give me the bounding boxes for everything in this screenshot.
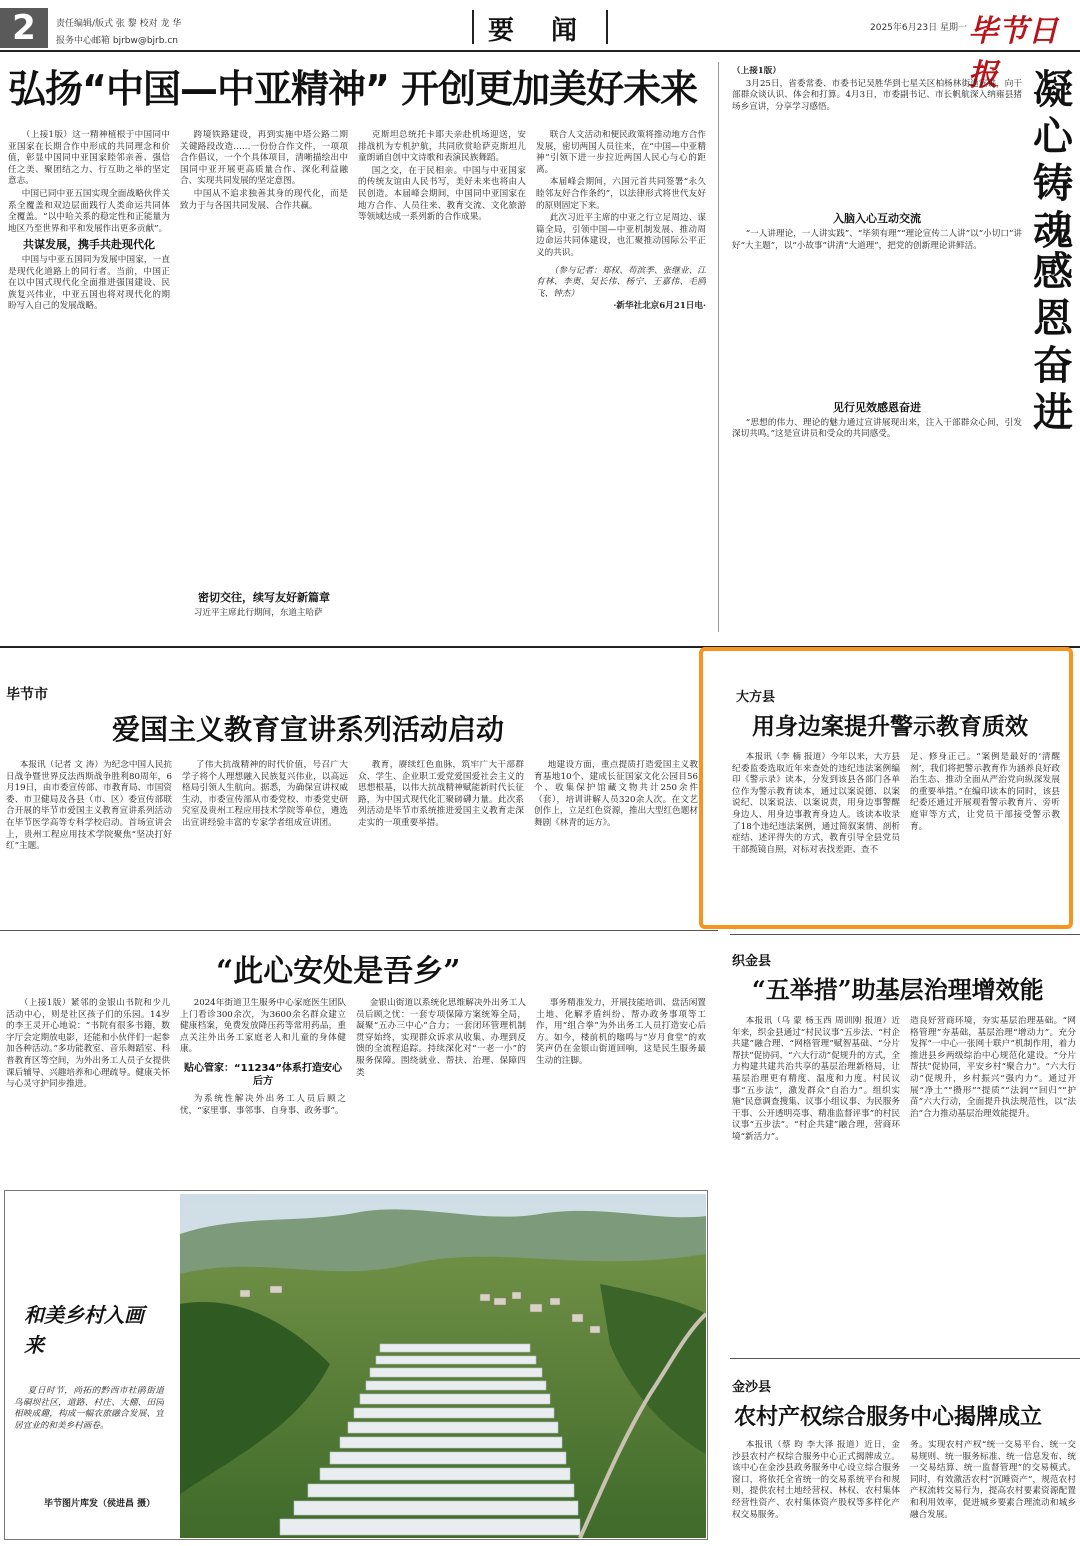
page-number-box bbox=[0, 8, 48, 48]
zhijin-column-1: 本报讯（乌 蒙 杨玉西 周训刚 报道）近年来，织金县通过“村民议事”五步法、“村企共建”融合理、“网格管理”赋智基础、“分片帮扶”促协同、“六大行动”促规升的方式，全力构建共建共治共享的基层治理新格局，让基层治理更有精度、温度和力度。村民议事“五步法”，激发群众“自治力”。组织实施“民意调查搜集、议事小组议事、为民服务干事、公开透明亮事、精准监督评事”的村民议事“五步法”。“村企共建”融合理，营商环境“新活力”。 bbox=[732, 1016, 900, 1142]
lead-col3-para: 国之交，在于民相亲。中国与中亚国家的传统友谊由人民书写，美好未来也将由人民创造。本届峰会期间，中国同中亚国家在地方合作、人员往来、教育交流、文化旅游等领域达成一系列新的合作成果。 bbox=[358, 165, 526, 223]
lead-side-divider bbox=[718, 62, 719, 632]
zhijin-place: 织金县 bbox=[732, 954, 772, 969]
photo-caption-title: 和美乡村入画来 bbox=[24, 1303, 144, 1357]
bijie-place: 毕节市 bbox=[6, 687, 48, 703]
dafang-headline: 用身边案提升警示教育质效 bbox=[752, 713, 1028, 740]
lead-column-4 bbox=[536, 130, 706, 638]
side-sub1-text: “一人讲理论，一人讲实践”、“毕须有理”“理论宣传二人讲”以“小切口”讲好“大主题”，以“小故事”讲清“大道理”，把党的创新理论讲鲜活。 bbox=[732, 228, 1022, 251]
bijie-headline: 爱国主义教育宣讲系列活动启动 bbox=[112, 713, 505, 746]
heart-column-2 bbox=[180, 998, 346, 1170]
lead-col4-para: 本届峰会期间，六国元首共同签署“永久睦邻友好合作条约”，以法律形式将世代友好的原则固定下来。 bbox=[536, 177, 706, 211]
side-subhead-1: 入脑入心互动交流 bbox=[833, 212, 921, 226]
photo-caption-text: 夏日时节，尚拓的黔西市杜鹃街道鸟硐坝社区，道路、村庄、大棚、田园相映成趣，构成一幅农旅融合发展、宜居宜业的和美乡村画卷。 bbox=[14, 1386, 164, 1431]
side-subhead-2: 见行见效感恩奋进 bbox=[833, 401, 921, 415]
dafang-column-2: 足、修身正己。“案例是最好的‘清醒剂’，我们将把警示教育作为涵养良好政治生态、推动全面从严治党向纵深发展的重要举措。”在编印读本的同时，该县纪委还通过开展观看警示教育片、旁听庭审等方式，让党员干部接受警示教育。 bbox=[910, 752, 1060, 832]
masthead-logo: 毕节日报 bbox=[968, 14, 1058, 93]
issue-date: 2025年6月23日 星期一 bbox=[870, 23, 967, 33]
jinsha-column-2: 务。实现农村产权“统一交易平台、统一交易规则、统一服务标准、统一信息发布、统一交易结算、统一监督管理”的交易模式。同时，有效激活农村“沉睡资产”，规范农村产权流转交易行为，提高农村要素资源配置和利用效率，促进城乡要素合理流动和城乡融合发展。 bbox=[910, 1440, 1076, 1520]
lead-col2-para: 习近平主席此行期间，东道主哈萨 bbox=[193, 607, 323, 618]
vertical-char: 魂 bbox=[1033, 207, 1073, 254]
lead-column-2 bbox=[180, 130, 348, 638]
section-rule-3 bbox=[730, 1358, 1080, 1359]
heart-column-1: （上接1版）紧邻的金银山书院和少儿活动中心，则是社区孩子们的乐园。14岁的李王灵开心地说：“书院有很多书籍，数字厅会定期放电影，还能和小伙伴们一起参加各种活动。”多功能教室、音乐舞蹈室、科普教育区等空间，为外出务工人员子女提供课后辅导、兴趣培养和心理疏导。健康关怀与心灵守护同步推进。 bbox=[6, 998, 170, 1090]
lead-col3-para: 克斯坦总统托卡耶夫亲赴机场迎送，安排战机为专机护航，共同欣赏哈萨克斯坦儿童朗诵自创中文诗歌和表演民族舞蹈。 bbox=[358, 130, 526, 164]
vertical-char: 铸 bbox=[1033, 160, 1073, 207]
lead-signature: （参与记者：郑权、苟滨季、张继业、江有林、李奥、吴长伟、杨宁、王嘉伟、毛鸥飞、钟杰） bbox=[536, 265, 706, 299]
lead-headline: 弘扬“中国—中亚精神” 开创更加美好未来 bbox=[8, 67, 698, 111]
vertical-char: 凝 bbox=[1033, 66, 1073, 113]
section-label: 要 闻 bbox=[488, 16, 592, 46]
header-divider-right bbox=[606, 10, 608, 44]
vertical-title-1 bbox=[1030, 66, 1076, 254]
section-rule-2 bbox=[0, 930, 718, 931]
lead-col2-para: 中国从不追求独善其身的现代化，而是致力于与各国共同发展、合作共赢。 bbox=[180, 188, 348, 211]
vertical-title-2 bbox=[1030, 248, 1076, 436]
dafang-place: 大方县 bbox=[736, 690, 776, 705]
side-column bbox=[732, 66, 1022, 632]
zhijin-headline: “五举措”助基层治理增效能 bbox=[752, 975, 1044, 1004]
lead-col4-para: 联合人文活动和便民政策将推动地方合作发展，密切两国人员往来，在“中国—中亚精神”引领下进一步拉近两国人民心与心的距离。 bbox=[536, 130, 706, 175]
vertical-char: 心 bbox=[1033, 113, 1073, 160]
side-continued: （上接1版） bbox=[732, 66, 781, 76]
vertical-char: 奋 bbox=[1033, 342, 1073, 389]
heart-headline: “此心安处是吾乡” bbox=[216, 954, 461, 989]
heart-col2b-para: 为系统性解决外出务工人员后顾之忧，“家里事、事邻事、自身事、政务事”。 bbox=[180, 1093, 346, 1116]
jinsha-column-1: 本报讯（蔡 昀 李大泽 报道）近日，金沙县农村产权综合服务中心正式揭牌成立。该中心在金沙县政务服务中心设立综合服务窗口，将依托全省统一的交易系统平台和规则，提供农村土地经营权、林权、农村集体经营性资产、农村集体资产股权等多样化产权交易服务。 bbox=[732, 1440, 900, 1520]
lead-subhead-exchange: 密切交往，续写友好新篇章 bbox=[198, 591, 330, 605]
heart-column-4: 事务精准发力，开展技能培训、盘活闲置土地、化解矛盾纠纷、帮办政务事项等工作，用“组合拳”为外出务工人员打造安心后方。如今，楼前机的嗡鸣与“岁月食堂”的欢笑声仍在金银山街道回响，这是民生服务最生动的注脚。 bbox=[536, 998, 706, 1066]
section-rule-2b bbox=[730, 934, 1080, 935]
jinsha-place: 金沙县 bbox=[732, 1380, 772, 1395]
lead-column-3 bbox=[358, 130, 526, 638]
aerial-village-photo bbox=[180, 1194, 706, 1538]
bijie-column-4: 地建设方面，重点提质打造爱国主义教育基地10个、建成长征国家文化公园目56个、收集保护馆藏文物共计250余件（套），培训讲解人员320余人次。在文艺创作上，立足红色资源，推出大型红色题材舞剧《林青的远方》。 bbox=[534, 760, 698, 828]
heart-col2-para: 2024年街道卫生服务中心家庭医生团队上门看诊300余次，为3600余名群众建立健康档案，免费发放降压药等常用药品，重点关注外出务工家庭老人和儿童的身体健康。 bbox=[180, 998, 346, 1055]
dafang-column-1: 本报讯（李 楠 报道）今年以来，大方县纪委监委选取近年来查处的违纪违法案例编印《警示录》读本，分发到该县各部门各单位作为警示教育读本，通过以案说德、以案说纪、以案说法、以案说责，用身边事警醒身边人、用身边事教育身边人。该读本收录了18个违纪违法案例，通过简叙案情、剖析症结、述评得失的方式，教育引导全县党员干部揽镜自照，对标对表找差距、查不 bbox=[732, 752, 900, 855]
side-intro: 3月25日，省委常委、市委书记吴胜华到七星关区柏杨林街道宣讲，向干部群众谈认识、体会和打算。4月3日，市委副书记、市长帆航深入纳雍县猪场乡宣讲，分享学习感悟。 bbox=[732, 78, 1022, 112]
header-rule bbox=[0, 50, 1080, 52]
lead-column-1 bbox=[8, 130, 170, 638]
lead-col4-para: 此次习近平主席的中亚之行立足周边、谋篇全局，引领中国—中亚机制发展、推动周边命运共同体建设，也汇聚推动国际公平正义的共识。 bbox=[536, 213, 706, 258]
lead-col2-para: 跨境铁路建设，再到实施中塔公路二期关键路段改造……一份份合作文件，一项项合作倡议，一个个具体项目，清晰描绘出中国同中亚开展更高质量合作、深化利益融合、实现共同发展的坚定意图。 bbox=[180, 130, 348, 187]
editor-credits: 责任编辑/版式 张 黎 校对 龙 华 bbox=[56, 19, 182, 29]
bijie-column-2: 了伟大抗战精神的时代价值，号召广大学子将个人理想融入民族复兴伟业，以高远格局引领人生航向。据悉，为确保宣讲权威生动，市委宣传部从市委党校、市委党史研究室及贵州工程应用技术学院等单位，遴选出宣讲经验丰富的专家学者组成宣讲团。 bbox=[182, 760, 348, 828]
side-sub2-text: “思想的伟力、理论的魅力通过宣讲展现出来，注入干部群众心间，引发深切共鸣。”这是宣讲员和受众的共同感受。 bbox=[732, 417, 1022, 440]
bijie-column-3: 教育，赓续红色血脉，筑牢广大干部群众、学生、企业职工爱党爱国爱社会主义的思想根基，以伟大抗战精神赋能新时代长征路，为中国式现代化汇聚磅礴力量。此次系列活动是毕节市系统推进爱国主义教育走深走实的一项重要举措。 bbox=[358, 760, 524, 828]
bijie-column-1: 本报讯（记者 文 涛）为纪念中国人民抗日战争暨世界反法西斯战争胜利80周年，6月19日，由市委宣传部、市教育局、市国资委、市卫健局及各县（市、区）委宣传部联合开展的毕节市爱国主义教育宣讲系列活动在毕节医学高等专科学校启动。首场宣讲会上，贵州工程应用技术学院聚焦“坚决打好红”主题。 bbox=[6, 760, 172, 852]
page-number: 2 bbox=[12, 8, 36, 48]
lead-col1-para: 中国与中亚五国同为发展中国家，一直是现代化道路上的同行者。当前，中国正在以中国式现代化全面推进强国建设、民族复兴伟业，中亚五国也将对现代化的期盼写入自己的发展战略。 bbox=[8, 254, 170, 312]
vertical-char: 感 bbox=[1033, 248, 1073, 295]
heart-subhead: 贴心管家：“11234”体系打造安心后方 bbox=[184, 1062, 342, 1087]
photo-credit: 毕节图片库发（侯进昌 摄） bbox=[44, 1499, 156, 1509]
vertical-char: 进 bbox=[1033, 389, 1073, 436]
zhijin-column-2: 造良好营商环境，夯实基层治理基础。“网格管理”夯基础，基层治理“增动力”。充分发挥“一中心一张网十联户”机制作用，着力推进县乡两级综治中心规范化建设。“分片帮扶”促协同，平安乡村“聚合力”。“六大行动”促规升，乡村振兴“强内力”。通过开展“净土”“攒形”“提质”“法润”“回归”“护苗”六大行动，全面提升执法规范性，以“法治”合力推动基层治理效能提升。 bbox=[910, 1016, 1076, 1119]
lead-dateline: ·新华社北京6月21日电· bbox=[613, 301, 706, 312]
lead-subhead-develop: 共谋发展，携手共赴现代化 bbox=[23, 238, 155, 252]
header-divider-left bbox=[472, 10, 474, 44]
jinsha-headline: 农村产权综合服务中心揭牌成立 bbox=[734, 1404, 1043, 1430]
lead-col1-para: 中国已同中亚五国实现全面战略伙伴关系全覆盖和双边层面践行人类命运共同体全覆盖。“以中哈关系的稳定性和正能量为地区乃至世界和平和发展作出更多贡献”。 bbox=[8, 188, 170, 234]
vertical-char: 恩 bbox=[1033, 295, 1073, 342]
lead-col1-para: （上接1版）这一精神植根于中国同中亚国家在长期合作中形成的共同理念和价值，彰显中国同中亚国家睦邻亲善、强信任之美、聚团结之力、行互助之举的坚定意志。 bbox=[8, 130, 170, 187]
email-line: 报务中心邮箱 bjrbw@bjrb.cn bbox=[56, 36, 178, 46]
heart-column-3: 金银山街道以系统化思维解决外出务工人员后顾之忧：一套专项保障方案统筹全局，凝聚“五办三中心”合力；一套闭环管理机制贯穿始终，实现群众诉求从收集、办理到反馈的全流程追踪。持续深化对“一老一小”的服务保障。围绕就业、帮扶、治理、保障四类 bbox=[356, 998, 526, 1078]
